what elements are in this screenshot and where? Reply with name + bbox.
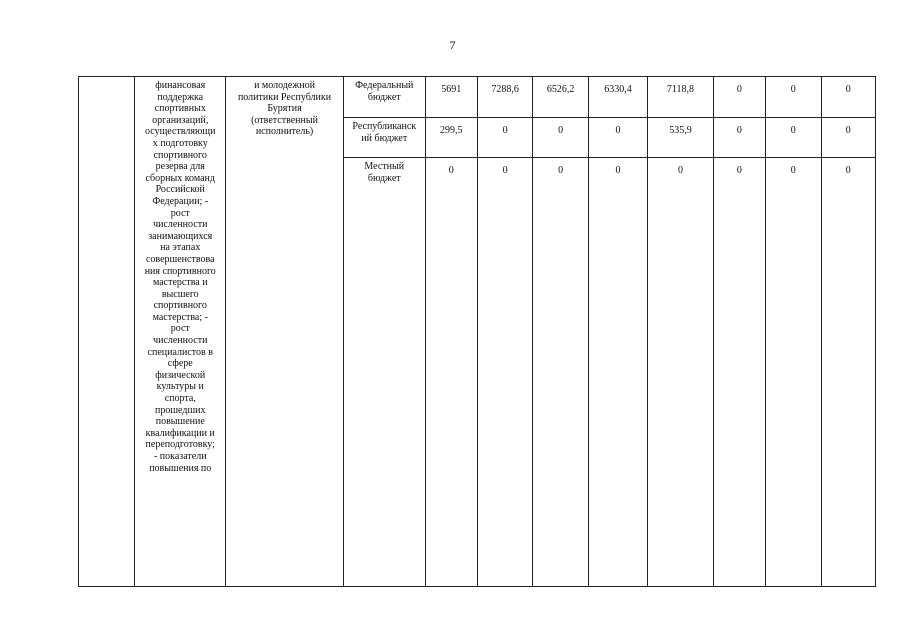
value-cell: 6526,2 (533, 77, 588, 118)
description-line: спортивных (154, 103, 206, 115)
description-line: резерва для (155, 161, 205, 173)
value-cell: 0 (713, 118, 765, 158)
value-cell: 0 (477, 118, 532, 158)
executor-line: и молодежной (254, 80, 315, 91)
description-line: занимающихся (148, 230, 213, 242)
description-line: спортивного (153, 300, 207, 312)
description-line: мастерства; - (152, 311, 208, 323)
table-row-federal (79, 77, 876, 118)
funding-source-republican (343, 118, 425, 158)
description-line: Федерации; - (152, 195, 209, 207)
number-cell (79, 77, 135, 587)
description-line: высшего (161, 288, 199, 300)
value-cell: 0 (533, 118, 588, 158)
value-cell: 0 (713, 158, 765, 587)
funding-source-line: Местный (364, 161, 405, 172)
value-cell: 0 (766, 118, 821, 158)
description-line: физической (155, 369, 206, 381)
budget-table (78, 76, 876, 587)
measure-description-cell (135, 77, 226, 587)
description-line: мастерства и (152, 277, 208, 289)
funding-source-line: Федеральный (355, 80, 414, 91)
funding-source-federal (343, 77, 425, 118)
description-line: сфере (167, 358, 193, 370)
funding-source-line: ий бюджет (361, 132, 408, 144)
value-cell: 6330,4 (588, 77, 647, 118)
funding-source-line: бюджет (367, 91, 401, 103)
description-line: совершенствова (145, 253, 215, 265)
description-line: прошедших (155, 404, 206, 416)
page-number: 7 (449, 38, 456, 52)
description-line: ния спортивного (144, 265, 216, 277)
description-line: квалификации и (145, 427, 215, 439)
description-line: численности (153, 335, 208, 347)
value-cell: 0 (588, 158, 647, 587)
value-cell: 5691 (425, 77, 477, 118)
value-cell: 0 (648, 158, 713, 587)
responsible-executor-cell (226, 77, 344, 587)
description-line: на этапах (160, 242, 201, 254)
value-cell: 0 (425, 158, 477, 587)
description-line: спортивного (153, 149, 207, 161)
value-cell: 535,9 (648, 118, 713, 158)
value-cell: 0 (477, 158, 532, 587)
description-line: Российской (155, 184, 205, 196)
description-line: - показатели (153, 451, 207, 462)
description-line: сборных команд (145, 172, 216, 184)
description-line: организаций, (152, 114, 209, 126)
value-cell: 0 (821, 158, 876, 587)
description-line: специалистов в (147, 346, 213, 358)
value-cell: 0 (821, 77, 876, 118)
description-line: осуществляющи (145, 126, 216, 138)
executor-line: исполнитель) (255, 126, 314, 138)
value-cell: 0 (533, 158, 588, 587)
funding-source-line: Республиканск (352, 121, 417, 132)
value-cell: 0 (766, 77, 821, 118)
description-line: повышение (155, 416, 205, 428)
description-line: культуры и (156, 381, 204, 393)
value-cell: 0 (821, 118, 876, 158)
executor-line: Бурятия (267, 103, 302, 115)
value-cell: 0 (766, 158, 821, 587)
value-cell: 0 (588, 118, 647, 158)
funding-source-line: бюджет (367, 172, 401, 184)
description-line: рост (170, 323, 190, 335)
description-line: финансовая (155, 80, 206, 91)
value-cell: 0 (713, 77, 765, 118)
description-line: поддержка (157, 91, 204, 103)
description-line: рост (170, 207, 190, 219)
value-cell: 299,5 (425, 118, 477, 158)
funding-source-local (343, 158, 425, 587)
description-line: переподготовку; (145, 439, 215, 451)
description-line: х подготовку (152, 137, 208, 149)
description-line: повышения по (149, 462, 212, 474)
executor-line: политики Республики (237, 91, 332, 103)
description-line: спорта, (164, 393, 196, 405)
value-cell: 7288,6 (477, 77, 532, 118)
description-line: численности (153, 219, 208, 231)
value-cell: 7118,8 (648, 77, 713, 118)
executor-line: (ответственный (251, 114, 318, 126)
